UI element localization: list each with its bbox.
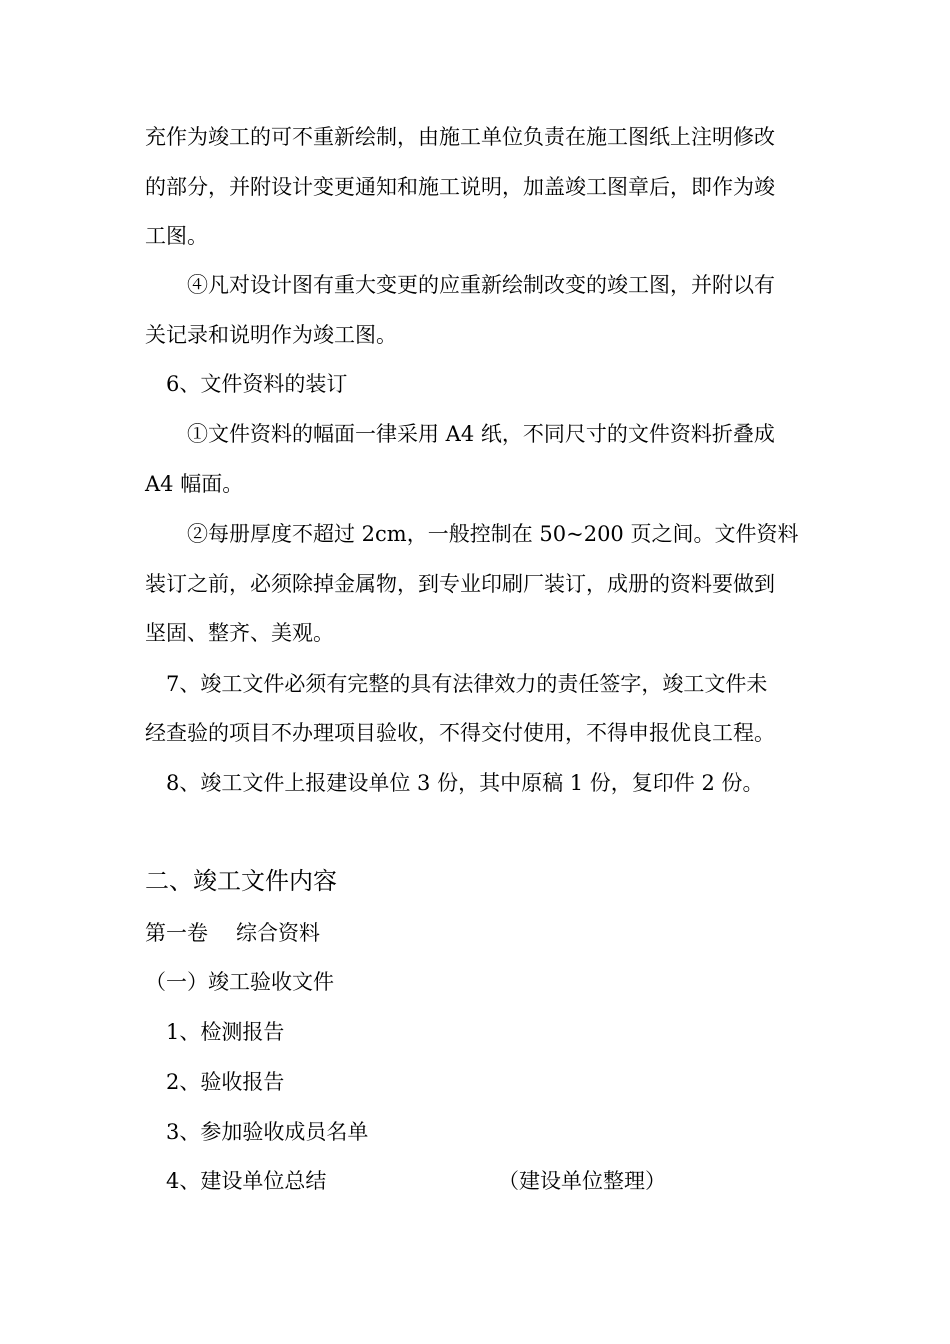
paragraph-line: 工图。 [145,224,208,248]
list-item: 4、建设单位总结 [166,1169,327,1193]
list-item: 6、文件资料的装订 [166,372,348,396]
paragraph-line: 坚固、整齐、美观。 [145,621,334,645]
paragraph-line: ②每册厚度不超过 2cm，一般控制在 50~200 页之间。文件资料 [187,522,799,546]
list-item: 3、参加验收成员名单 [166,1120,369,1144]
paragraph-line: 的部分，并附设计变更通知和施工说明，加盖竣工图章后，即作为竣 [145,175,775,199]
subsection-title: （一）竣工验收文件 [145,970,334,994]
volume-label: 第一卷 [145,921,208,945]
list-item: 7、竣工文件必须有完整的具有法律效力的责任签字，竣工文件未 [166,672,768,696]
volume-title [145,918,320,948]
item-note: （建设单位整理） [498,1169,666,1193]
volume-name: 综合资料 [236,921,320,945]
paragraph-line: ①文件资料的幅面一律采用 A4 纸，不同尺寸的文件资料折叠成 [187,422,775,446]
paragraph-line: 充作为竣工的可不重新绘制，由施工单位负责在施工图纸上注明修改 [145,125,775,149]
paragraph-line: 装订之前，必须除掉金属物，到专业印刷厂装订，成册的资料要做到 [145,572,775,596]
paragraph-line: ④凡对设计图有重大变更的应重新绘制改变的竣工图，并附以有 [187,273,775,297]
paragraph-line: 关记录和说明作为竣工图。 [145,323,397,347]
paragraph-line: A4 幅面。 [145,472,244,496]
section-heading: 二、竣工文件内容 [145,867,337,895]
list-item: 1、检测报告 [166,1020,285,1044]
paragraph-line: 经查验的项目不办理项目验收，不得交付使用，不得申报优良工程。 [145,721,775,745]
list-item: 8、竣工文件上报建设单位 3 份，其中原稿 1 份，复印件 2 份。 [166,771,764,795]
list-item: 2、验收报告 [166,1070,285,1094]
